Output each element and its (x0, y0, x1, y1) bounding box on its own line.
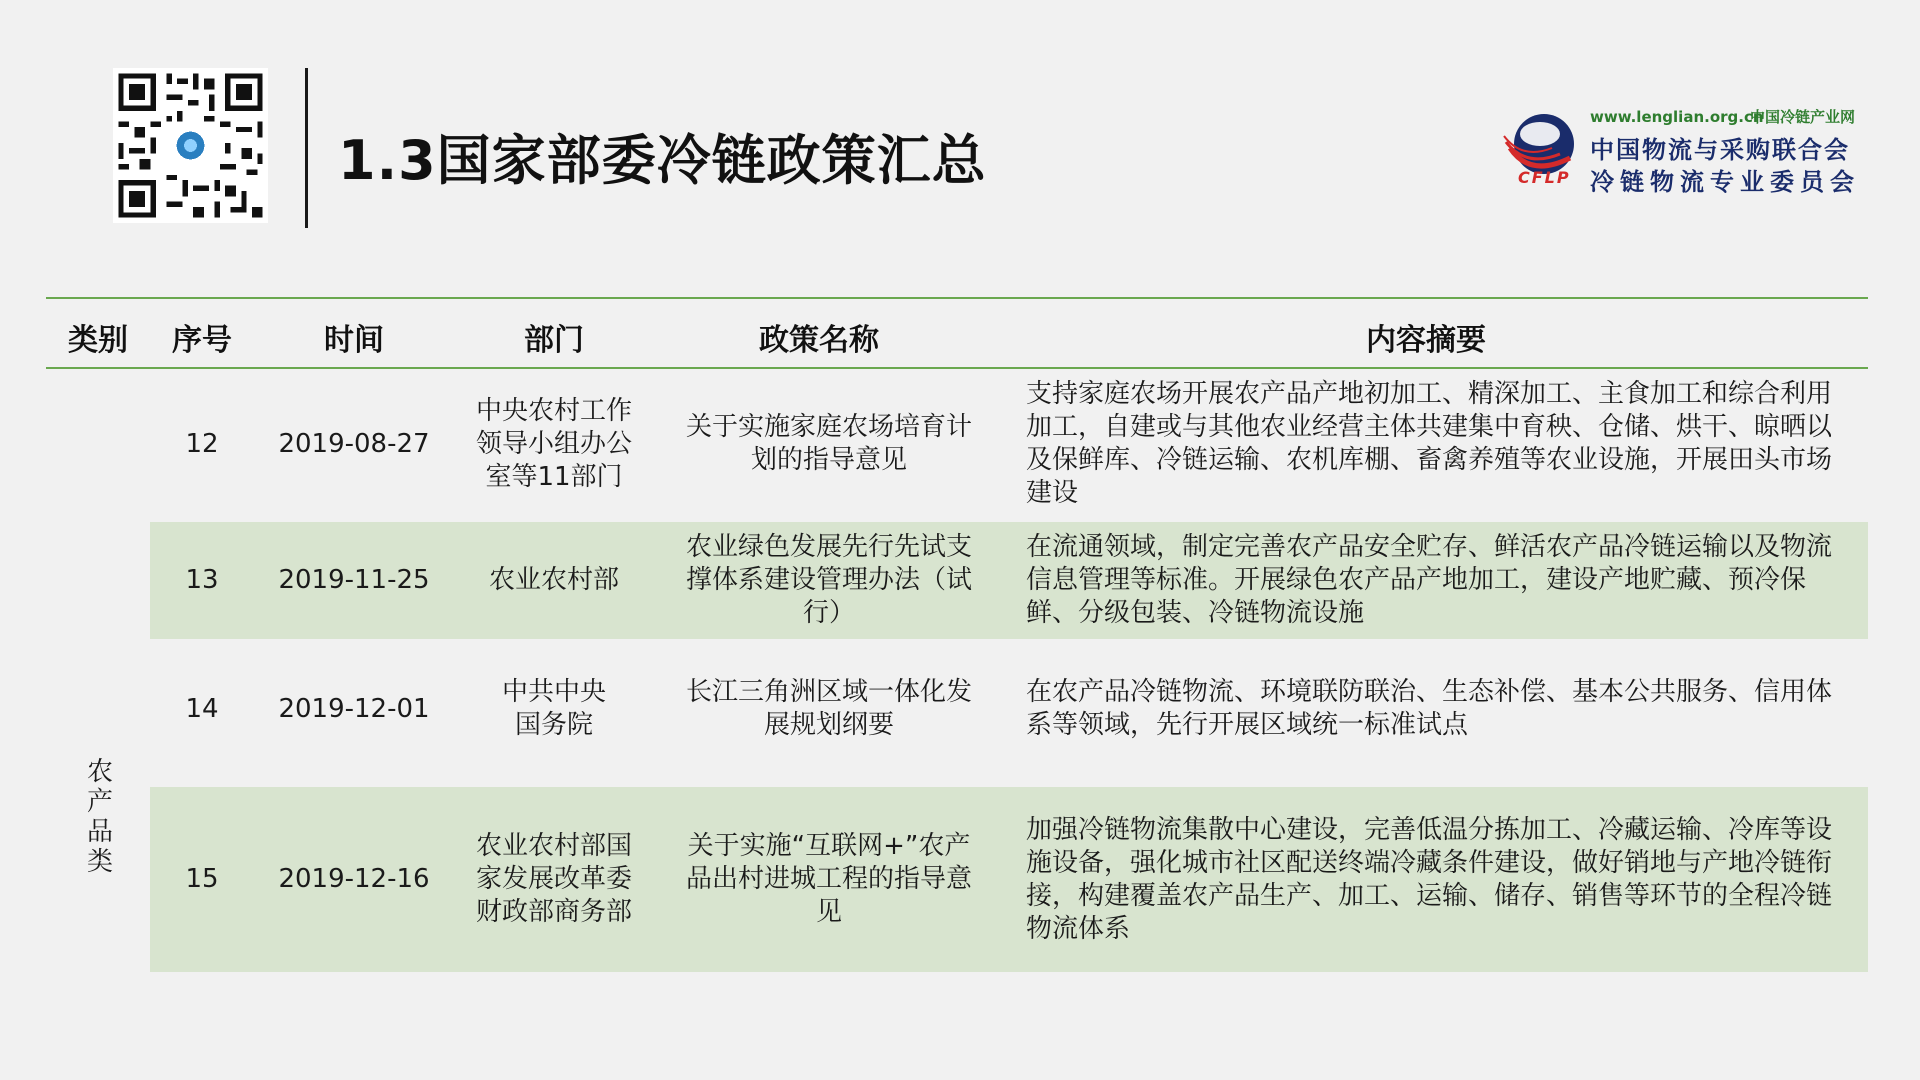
row-number: 15 (185, 864, 219, 894)
header-number: 序号 (172, 323, 232, 358)
logo-committee-name: 冷链物流专业委员会 (1590, 168, 1860, 196)
row-department: 农业农村部国家发展改革委财政部商务部 (475, 831, 632, 927)
header-category: 类别 (68, 323, 128, 358)
row-summary: 支持家庭农场开展农产品产地初加工、精深加工、主食加工和综合利用加工，自建或与其他农业经营主体共建集中育秧、仓储、烘干、晾晒以及保鲜库、冷链运输、农机库棚、畜禽养殖等农业设施，开展田头市场建设 (1026, 379, 1833, 508)
logo-network-name: 中国冷链产业网 (1750, 108, 1856, 126)
row-policy-name: 关于实施“互联网+”农产品出村进城工程的指导意见 (685, 831, 972, 927)
row-policy-name: 农业绿色发展先行先试支撑体系建设管理办法（试行） (685, 532, 972, 628)
qr-code (113, 68, 268, 223)
header-summary: 内容摘要 (1366, 323, 1486, 358)
table-header-rule (46, 367, 1868, 369)
row-summary: 在农产品冷链物流、环境联防联治、生态补偿、基本公共服务、信用体系等领域，先行开展区域统一标准试点 (1026, 677, 1833, 740)
category-label: 农产品类 (82, 757, 113, 877)
row-department: 中共中央国务院 (501, 677, 606, 740)
page-title: 1.3国家部委冷链政策汇总 (338, 129, 987, 192)
row-policy-name: 长江三角洲区域一体化发展规划纲要 (685, 677, 972, 740)
row-number: 12 (185, 428, 219, 459)
header-date: 时间 (324, 323, 384, 358)
row-date: 2019-12-16 (278, 864, 430, 894)
row-date: 2019-12-01 (278, 693, 430, 724)
logo-org-name: 中国物流与采购联合会 (1590, 136, 1850, 164)
header-department: 部门 (524, 323, 584, 358)
header-policy-name: 政策名称 (759, 323, 879, 358)
category-cell (46, 367, 150, 1080)
cflp-logo (1500, 100, 1900, 195)
row-policy-name: 关于实施家庭农场培育计划的指导意见 (685, 412, 972, 475)
table-top-rule (46, 297, 1868, 299)
row-department: 中央农村工作领导小组办公室等11部门 (475, 395, 632, 492)
logo-url: www.lenglian.org.cn (1590, 108, 1764, 126)
row-number: 14 (185, 693, 219, 724)
title-divider (305, 68, 308, 228)
row-summary: 在流通领域，制定完善农产品安全贮存、鲜活农产品冷链运输以及物流信息管理等标准。开展绿色农产品产地加工，建设产地贮藏、预冷保鲜、分级包装、冷链物流设施 (1026, 532, 1833, 628)
logo-abbr: CFLP (1518, 168, 1571, 187)
row-department: 农业农村部 (488, 565, 619, 595)
row-number: 13 (185, 565, 219, 595)
row-summary: 加强冷链物流集散中心建设，完善低温分拣加工、冷藏运输、冷库等设施设备，强化城市社区配送终端冷藏条件建设，做好销地与产地冷链衔接，构建覆盖农产品生产、加工、运输、储存、销售等环节的全程冷链物流体系 (1026, 814, 1833, 944)
row-date: 2019-08-27 (278, 428, 430, 459)
row-date: 2019-11-25 (278, 565, 430, 595)
